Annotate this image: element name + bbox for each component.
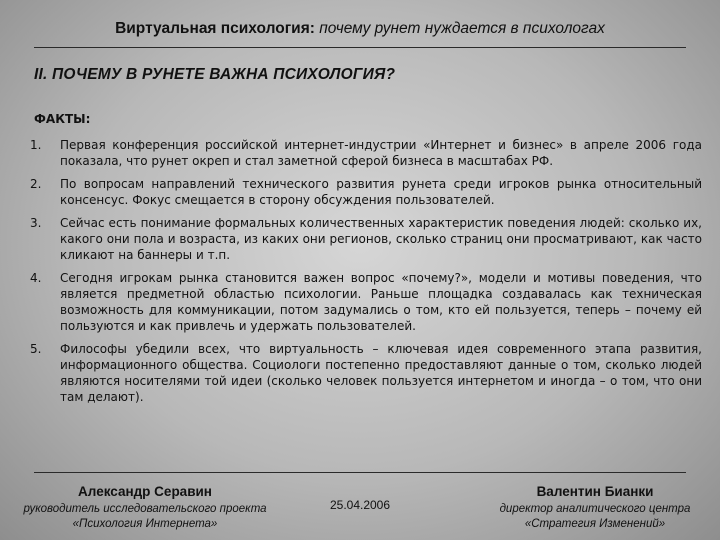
author-left-name: Александр Серавин [78, 484, 212, 499]
section-heading: II. ПОЧЕМУ В РУНЕТЕ ВАЖНА ПСИХОЛОГИЯ? [34, 66, 396, 83]
slide-title [0, 20, 720, 38]
list-item [30, 137, 702, 169]
list-item-number: 2. [30, 177, 42, 191]
list-item-number: 1. [30, 138, 42, 152]
author-right [470, 478, 720, 532]
list-item-text: Сегодня игрокам рынка становится важен вопрос «почему?», модели и мотивы поведения, что является предметной областью психологии. Раньше площадка создавалась как техническая возможность для коммуникации, потом задумались о том, кто ей пользуется, теперь – почему ей пользуются и как привлечь и удержать пользователей. [60, 271, 702, 333]
footer [0, 478, 720, 540]
list-item-text: Первая конференция российской интернет-индустрии «Интернет и бизнес» в апреле 2006 года показала, что рунет окреп и стал заметной сферой бизнеса в масштабах РФ. [60, 138, 702, 168]
slide-title-bold: Виртуальная психология: [115, 20, 315, 37]
list-item-text: Сейчас есть понимание формальных количественных характеристик поведения людей: сколько их, какого они пола и возраста, из каких они регионов, сколько страниц они просматривают, как часто кликают на баннеры и т.п. [60, 216, 702, 262]
facts-label: ФАКТЫ: [34, 112, 91, 126]
author-left-project: «Психология Интернета» [72, 518, 218, 530]
list-item-number: 4. [30, 271, 42, 285]
list-item-text: По вопросам направлений технического развития рунета среди игроков рынка относительный консенсус. Фокус смещается в сторону обсуждения пользователей. [60, 177, 702, 207]
author-right-name: Валентин Бианки [536, 484, 654, 499]
slide-title-italic: почему рунет нуждается в психологах [319, 20, 605, 37]
list-item [30, 176, 702, 208]
list-item [30, 215, 702, 263]
facts-list [30, 137, 702, 412]
author-left [0, 478, 290, 532]
list-item [30, 270, 702, 334]
slide-date: 25.04.2006 [329, 498, 391, 512]
list-item-number: 3. [30, 216, 42, 230]
list-item [30, 341, 702, 405]
author-right-center: «Стратегия Изменений» [524, 518, 666, 530]
author-left-role: руководитель исследовательского проекта [23, 503, 267, 515]
list-item-number: 5. [30, 342, 42, 356]
author-right-role: директор аналитического центра [499, 503, 691, 515]
bottom-divider [34, 472, 686, 473]
list-item-text: Философы убедили всех, что виртуальность – ключевая идея современного этапа развития, информационного общества. Социологи постепенно предоставляют данные о том, сколько людей являются носителями той идеи (сколько человек пользуется интернетом и иногда – о том, что они там делают). [60, 342, 702, 404]
top-divider [34, 47, 686, 48]
